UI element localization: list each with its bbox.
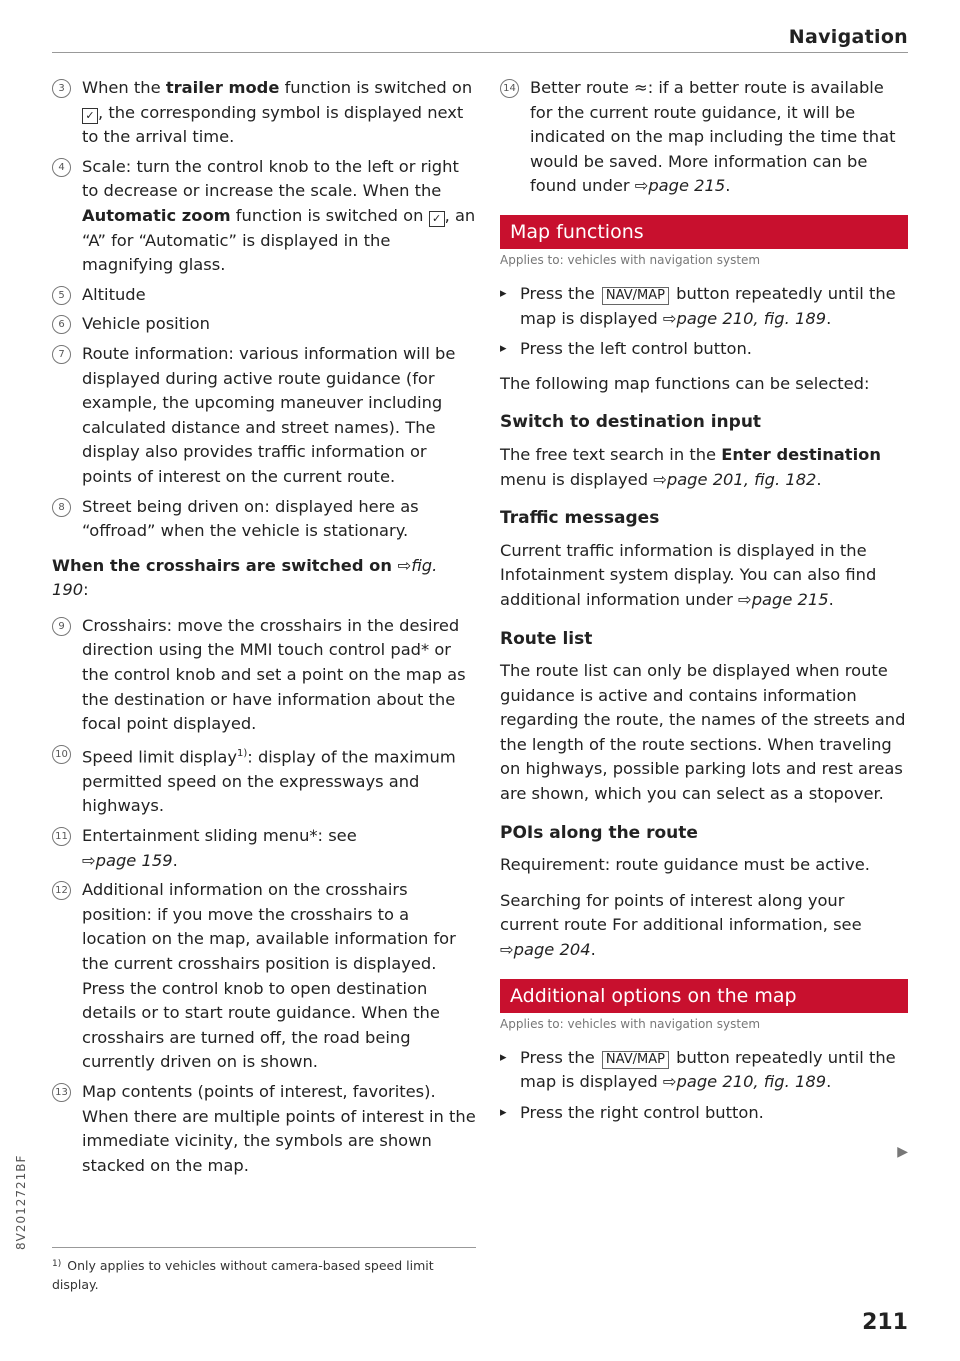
text: button repeatedly until the map is displayed [520, 1047, 896, 1092]
list-item [52, 342, 476, 490]
list-item [52, 878, 476, 1075]
callout-number: 13 [52, 1083, 71, 1102]
list-item [52, 824, 476, 873]
figure-link[interactable]: ⇨fig. 190 [52, 555, 438, 600]
list-item [500, 76, 908, 199]
applies-to: Applies to: vehicles with navigation system [500, 252, 761, 267]
header-rule [52, 52, 908, 53]
text: Press the left control button. [520, 339, 752, 359]
text: . [172, 850, 178, 870]
text: Map contents (points of interest, favorites). When there are multiple points of interest in the immediate vicinity, the symbols are shown stacked on the map. [82, 1081, 476, 1175]
footnote [52, 1255, 476, 1294]
text: function is switched on [279, 78, 473, 97]
text: Press the right control button. [520, 1102, 764, 1122]
list-item [52, 1080, 476, 1178]
footnote-text: Only applies to vehicles without camera-based speed limit display. [52, 1258, 434, 1292]
text: . [590, 940, 596, 960]
subheading: POIs along the route [500, 822, 698, 843]
footnote-rule [52, 1247, 476, 1248]
callout-number: 6 [52, 315, 71, 334]
subheading: Traffic messages [500, 508, 660, 529]
callout-number: 3 [52, 79, 71, 98]
checkbox-checked-icon: ✓ [429, 211, 445, 227]
list-item [52, 283, 476, 308]
text: Route information: various information will be displayed during active route guidance (for example, the upcoming maneuver including calculated distance and street names). The display also provides traffic information or points of interest on the current route. [82, 343, 456, 486]
text: Vehicle position [82, 314, 210, 334]
heading-text: When the crosshairs are switched on [52, 555, 398, 575]
paragraph: The route list can only be displayed when route guidance is active and contains information regarding the route, the names of the streets and the length of the route sections. When traveling on highways, possible parking lots and rest areas are shown, which you can select as a stopover. [500, 661, 906, 804]
paragraph: The following map functions can be selected: [500, 373, 870, 393]
text: . [828, 589, 834, 609]
footnote-ref: 1) [237, 747, 248, 759]
text: , an “A” for “Automatic” is displayed in the magnifying glass. [82, 205, 476, 275]
text: : if a better route is available for the current route guidance, it will be indicated on the map including the time that would be saved. More information can be found under [530, 78, 896, 196]
side-code: 8V2012721BF [14, 1154, 28, 1250]
page-link[interactable]: ⇨page 159 [82, 850, 173, 870]
text: . [826, 1072, 832, 1092]
list-item [52, 76, 476, 150]
text: . [826, 308, 832, 328]
text: : [83, 580, 89, 600]
list-item [52, 614, 476, 737]
callout-number: 9 [52, 617, 71, 636]
text: When the [82, 78, 166, 97]
better-route-icon: ≈ [634, 78, 648, 97]
term-trailer-mode: trailer mode [165, 78, 280, 97]
page-number: 211 [862, 1310, 908, 1335]
text: Entertainment sliding menu*: see [82, 826, 357, 846]
term-automatic-zoom: Automatic zoom [82, 205, 231, 225]
page-link[interactable]: ⇨page 210, fig. 189 [662, 308, 827, 328]
section-title-map-functions: Map functions [500, 215, 908, 249]
text: function is switched on [230, 205, 429, 225]
list-item [52, 495, 476, 544]
applies-to: Applies to: vehicles with navigation system [500, 1016, 761, 1031]
term-enter-destination: Enter destination [721, 444, 881, 464]
section-title-additional-options: Additional options on the map [500, 979, 908, 1013]
text: Searching for points of interest along your current route For additional information, see [500, 890, 862, 935]
callout-number: 11 [52, 827, 71, 846]
nav-map-key: NAV/MAP [602, 1051, 669, 1069]
paragraph: Requirement: route guidance must be active. [500, 855, 870, 875]
text: Additional information on the crosshairs position: if you move the crosshairs to a location on the map, available information for the current crosshairs position is displayed. Press the control knob to open destination details or to start route guidance. When the crosshairs are turned off, the road being currently driven on is shown. [82, 880, 456, 1072]
list-item [52, 312, 476, 337]
step-item [500, 1101, 908, 1126]
left-column [52, 76, 476, 1183]
footnote-mark: 1) [52, 1259, 62, 1269]
list-item [52, 155, 476, 278]
text: Current traffic information is displayed in the Infotainment system display. You can also find additional information under [500, 540, 877, 609]
text: : display of the maximum permitted speed on the expressways and highways. [82, 747, 456, 816]
page-link[interactable]: ⇨page 210, fig. 189 [662, 1072, 827, 1092]
nav-map-key: NAV/MAP [602, 287, 669, 305]
text: Altitude [82, 284, 146, 304]
callout-number: 5 [52, 286, 71, 305]
callout-number: 10 [52, 745, 71, 764]
text: Speed limit display [82, 747, 238, 767]
text: Press the [520, 283, 600, 303]
text: Scale: turn the control knob to the left or right to decrease or increase the scale. When the [82, 156, 459, 201]
continue-arrow-icon: ▶ [897, 1144, 908, 1160]
paragraph [500, 539, 908, 613]
subheading: Switch to destination input [500, 412, 762, 433]
text: Street being driven on: displayed here as “offroad” when the vehicle is stationary. [82, 496, 419, 541]
callout-number: 8 [52, 498, 71, 517]
step-item [500, 337, 908, 362]
step-item [500, 1046, 908, 1095]
text: Crosshairs: move the crosshairs in the desired direction using the MMI touch control pad* or the control knob and set a point on the map as the destination or have information about the focal point displayed. [82, 615, 466, 734]
step-item [500, 282, 908, 331]
callout-number: 12 [52, 881, 71, 900]
text: Press the [520, 1047, 600, 1067]
crosshairs-heading [52, 554, 476, 603]
text: . [725, 176, 731, 196]
text: . [816, 469, 822, 489]
text: Better route [530, 78, 635, 97]
callout-number: 14 [500, 79, 519, 98]
text: , the corresponding symbol is displayed next to the arrival time. [82, 102, 464, 147]
callout-number: 4 [52, 158, 71, 177]
text: button repeatedly until the map is displayed [520, 283, 896, 328]
text: The free text search in the [500, 444, 722, 464]
page-link[interactable]: ⇨page 204 [500, 940, 591, 960]
page-link[interactable]: ⇨page 215 [634, 176, 726, 196]
page-link[interactable]: ⇨page 215 [738, 589, 829, 609]
list-item [52, 742, 476, 819]
paragraph [500, 889, 908, 963]
page-link[interactable]: ⇨page 201, fig. 182 [653, 469, 817, 489]
right-column [500, 76, 908, 1131]
checkbox-checked-icon: ✓ [82, 108, 98, 124]
subheading: Route list [500, 628, 593, 649]
callout-number: 7 [52, 345, 71, 364]
text: menu is displayed [500, 469, 654, 489]
paragraph [500, 443, 908, 492]
page-header-title: Navigation [788, 26, 908, 48]
